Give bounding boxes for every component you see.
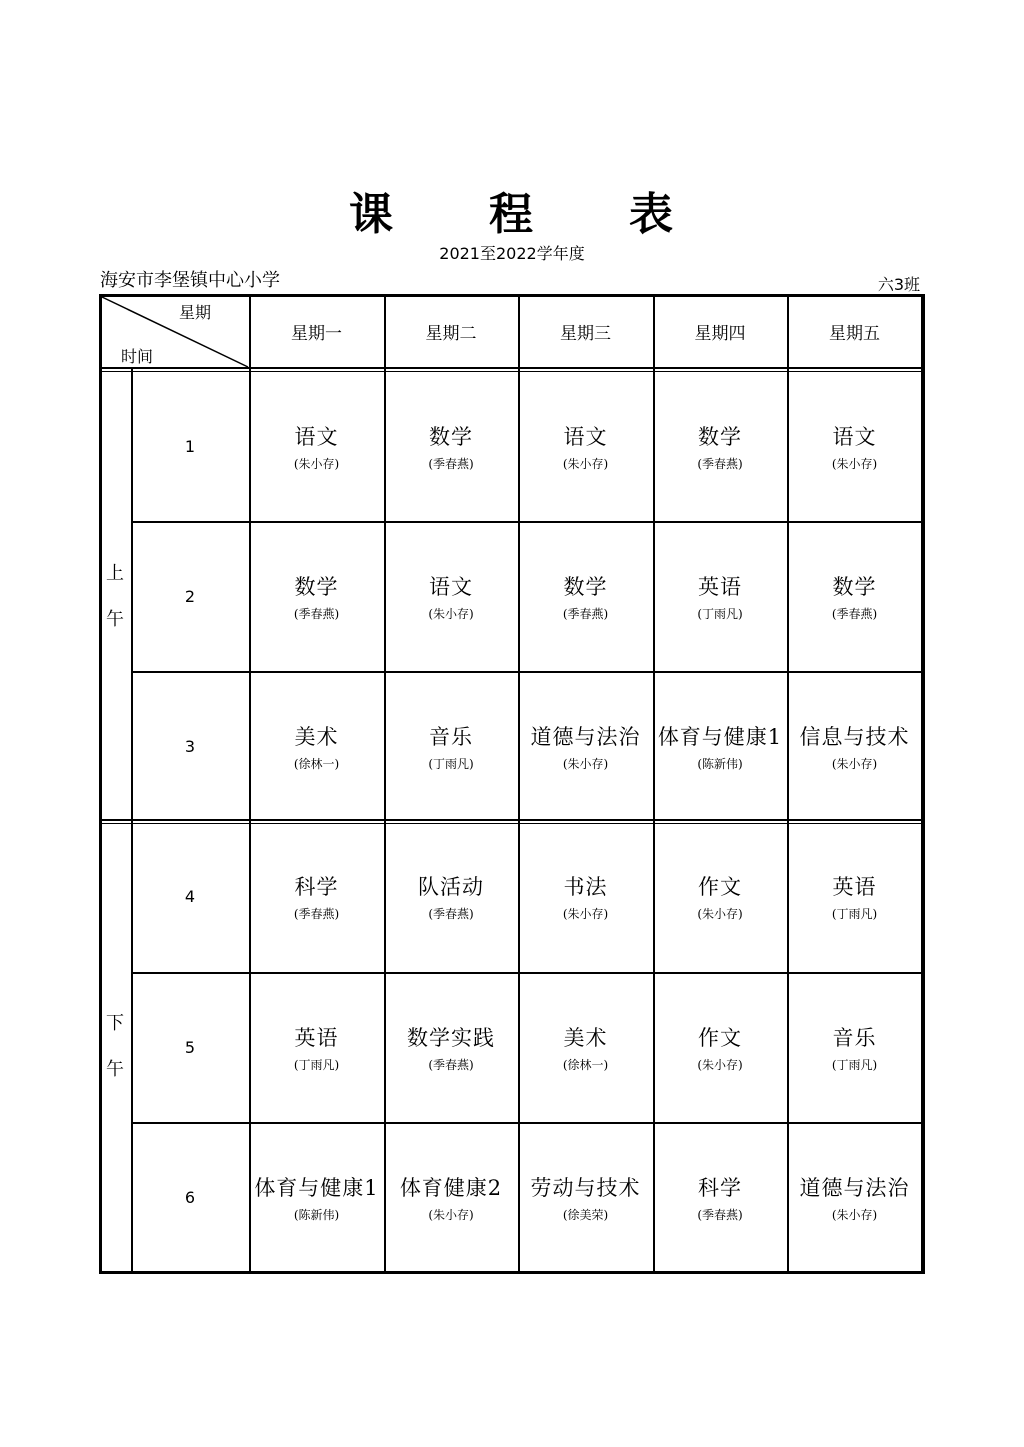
subject-name: 体育健康2 [399, 1175, 503, 1200]
subject-name: 数学 [832, 574, 877, 599]
subject-name: 语文 [832, 425, 877, 449]
subject-name: 体育与健康1 [657, 724, 783, 749]
subject-name: 美术 [563, 1025, 608, 1050]
corner-weekday-label: 星期 [179, 303, 212, 322]
subject-name: 语文 [563, 425, 608, 449]
subject-name: 信息与技术 [799, 724, 910, 749]
day-header: 星期五 [829, 324, 880, 344]
period-number: 2 [184, 586, 196, 606]
lesson-cell [653, 821, 787, 972]
teacher-name: (丁雨凡) [428, 756, 474, 771]
lesson-cell [787, 972, 922, 1122]
morning-label [100, 551, 130, 643]
half-day-char: 下 [106, 1012, 124, 1034]
teacher-name: (季春燕) [562, 606, 609, 621]
teacher-name: (丁雨凡) [831, 907, 878, 921]
lesson-cell [384, 671, 518, 821]
title-char: 表 [629, 189, 675, 240]
subject-name: 音乐 [832, 1025, 877, 1050]
teacher-name: (朱小存) [293, 457, 340, 471]
day-header: 星期三 [560, 324, 611, 344]
lesson-cell [653, 372, 787, 521]
subject-name: 作文 [698, 1025, 742, 1050]
lesson-cell [787, 521, 922, 671]
subject-name: 作文 [698, 875, 742, 899]
lesson-cell [384, 1122, 518, 1272]
subject-name: 道德与法治 [530, 724, 641, 749]
teacher-name: (季春燕) [428, 457, 474, 471]
lesson-cell [653, 1122, 787, 1272]
lesson-cell [384, 821, 518, 972]
teacher-name: (朱小存) [562, 457, 609, 471]
lesson-cell [249, 372, 384, 521]
lesson-cell [384, 972, 518, 1122]
subject-name: 数学 [698, 425, 742, 449]
teacher-name: (朱小存) [697, 907, 743, 921]
school-name: 海安市李堡镇中心小学 [100, 270, 280, 291]
page-title [0, 178, 1024, 242]
subject-name: 数学实践 [407, 1025, 495, 1050]
teacher-name: (季春燕) [831, 606, 878, 621]
subject-name: 体育与健康1 [254, 1175, 379, 1200]
subject-name: 书法 [563, 875, 608, 899]
subject-name: 数学 [294, 574, 339, 599]
teacher-name: (丁雨凡) [697, 606, 743, 621]
teacher-name: (朱小存) [697, 1057, 743, 1072]
title-char: 课 [349, 189, 395, 240]
period-number: 1 [184, 437, 196, 456]
teacher-name: (丁雨凡) [831, 1057, 878, 1072]
lesson-cell [653, 972, 787, 1122]
teacher-name: (陈新伟) [293, 1207, 340, 1222]
teacher-name: (季春燕) [428, 907, 474, 921]
subject-name: 英语 [294, 1025, 339, 1050]
teacher-name: (朱小存) [831, 457, 878, 471]
subject-name: 科学 [294, 875, 339, 899]
teacher-name: (朱小存) [428, 1207, 474, 1222]
lesson-cell [518, 671, 653, 821]
lesson-cell [518, 372, 653, 521]
teacher-name: (徐美荣) [562, 1207, 609, 1222]
day-header: 星期二 [425, 324, 477, 344]
teacher-name: (朱小存) [831, 756, 878, 771]
subject-name: 美术 [294, 724, 339, 749]
title-char: 程 [489, 189, 535, 240]
day-header: 星期一 [291, 324, 342, 344]
lesson-cell [384, 372, 518, 521]
subject-name: 队活动 [418, 875, 484, 899]
subject-name: 语文 [429, 574, 473, 599]
teacher-name: (季春燕) [293, 606, 340, 621]
half-day-char: 午 [106, 608, 124, 630]
lesson-cell [787, 1122, 922, 1272]
subject-name: 英语 [698, 574, 742, 599]
subject-name: 劳动与技术 [530, 1175, 641, 1200]
lesson-cell [787, 671, 922, 821]
period-number: 5 [184, 1037, 196, 1057]
lesson-cell [653, 521, 787, 671]
teacher-name: (朱小存) [831, 1207, 878, 1222]
period-number: 3 [184, 736, 196, 756]
teacher-name: (季春燕) [293, 907, 340, 921]
half-day-char: 午 [106, 1058, 124, 1080]
period-number: 4 [184, 887, 196, 906]
lesson-cell [653, 671, 787, 821]
lesson-cell [249, 821, 384, 972]
teacher-name: (丁雨凡) [293, 1057, 340, 1072]
teacher-name: (朱小存) [562, 907, 609, 921]
teacher-name: (徐林一) [293, 756, 340, 771]
teacher-name: (陈新伟) [697, 756, 743, 771]
teacher-name: (季春燕) [697, 1207, 743, 1222]
period-number: 6 [184, 1187, 196, 1207]
lesson-cell [249, 671, 384, 821]
lesson-cell [787, 372, 922, 521]
corner-time-label: 时间 [121, 347, 154, 366]
subject-name: 语文 [294, 425, 339, 449]
lesson-cell [249, 1122, 384, 1272]
subject-name: 道德与法治 [799, 1175, 910, 1200]
subject-name: 英语 [832, 875, 877, 899]
lesson-cell [518, 821, 653, 972]
lesson-cell [518, 972, 653, 1122]
class-name: 六3班 [877, 275, 920, 294]
lesson-cell [787, 821, 922, 972]
half-day-char: 上 [106, 562, 124, 584]
lesson-cell [249, 521, 384, 671]
subject-name: 数学 [563, 574, 608, 599]
lesson-cell [249, 972, 384, 1122]
teacher-name: (季春燕) [428, 1057, 474, 1072]
subject-name: 数学 [429, 425, 473, 449]
day-header: 星期四 [694, 324, 746, 344]
lesson-cell [384, 521, 518, 671]
teacher-name: (朱小存) [428, 606, 474, 621]
teacher-name: (朱小存) [562, 756, 609, 771]
teacher-name: (徐林一) [562, 1057, 609, 1072]
school-year: 2021至2022学年度 [439, 244, 585, 263]
teacher-name: (季春燕) [697, 457, 743, 471]
timetable [99, 294, 925, 1274]
afternoon-label [100, 1001, 130, 1093]
subject-name: 音乐 [429, 724, 473, 749]
lesson-cell [518, 1122, 653, 1272]
subject-name: 科学 [698, 1175, 742, 1200]
lesson-cell [518, 521, 653, 671]
